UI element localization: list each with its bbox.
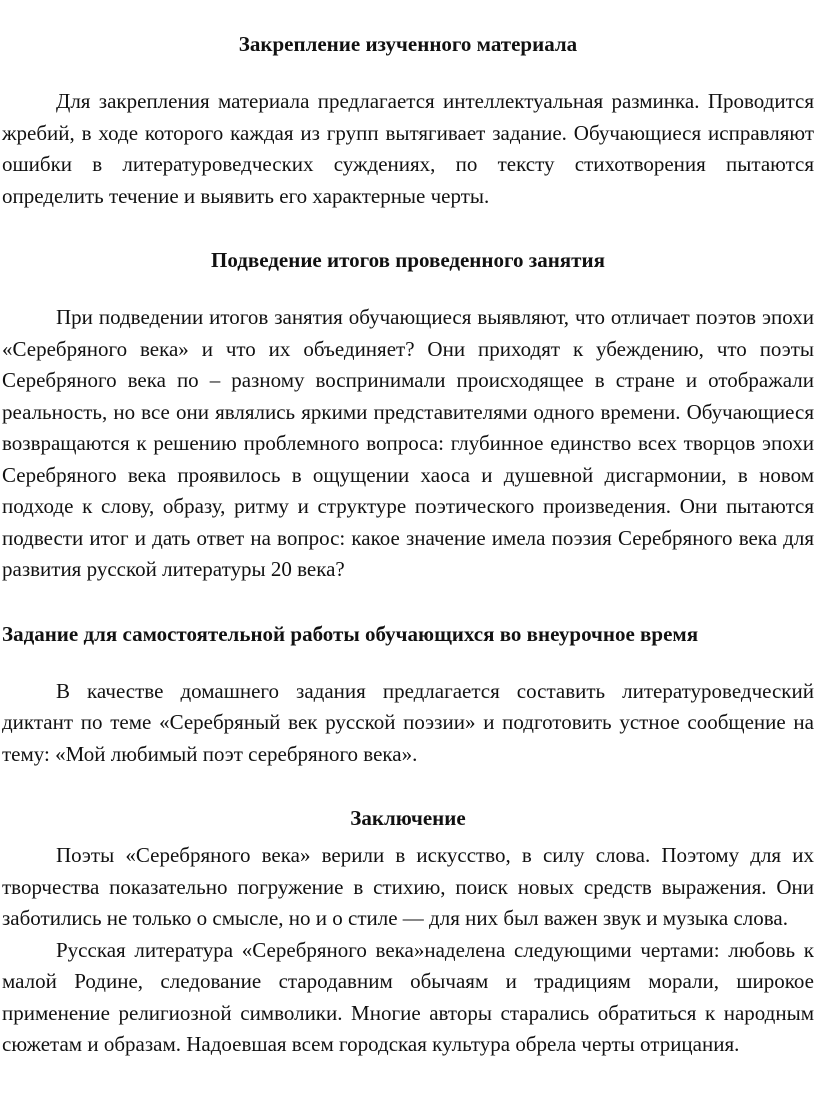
paragraph-conclusion-1: Поэты «Серебряного века» верили в искусство, в силу слова. Поэтому для их творчества показательно погружение в стихию, поиск новых средств выражения. Они заботились не только о смысле, но и о стиле — для них был важен звук и музыка слова. [2,843,814,930]
section-heading-homework: Задание для самостоятельной работы обучающихся во внеурочное время [2,621,699,646]
paragraph-summary: При подведении итогов занятия обучающиеся выявляют, что отличает поэтов эпохи «Серебряного века» и что их объединяет? Они приходят к убеждению, что поэты Серебряного века по – разному воспринимали происходящее в стране и отображали реальность, но все они являлись яркими представителями одного времени. Обучающиеся возвращаются к решению проблемного вопроса: глубинное единство всех творцов эпохи Серебряного века проявилось в ощущении хаоса и душевной дисгармонии, в новом подходе к слову, образу, ритму и структуре поэтического произведения. Они пытаются подвести итог и дать ответ на вопрос: какое значение имела поэзия Серебряного века для развития русской литературы 20 века? [2,305,814,581]
section-heading-consolidation: Закрепление изученного материала [238,32,578,56]
section-heading-summary: Подведение итогов проведенного занятия [211,248,605,272]
paragraph-conclusion-2: Русская литература «Серебряного века»наделена следующими чертами: любовь к малой Родине, следование стародавним обычаям и традициям морали, широкое применение религиозной символики. Многие авторы старались обратиться к народным сюжетам и образам. Надоевшая всем городская культура обрела черты отрицания. [2,937,814,1056]
section-heading-conclusion: Заключение [350,806,466,830]
paragraph-consolidation: Для закрепления материала предлагается интеллектуальная разминка. Проводится жребий, в ходе которого каждая из групп вытягивает задание. Обучающиеся исправляют ошибки в литературоведческих суждениях, по тексту стихотворения пытаются определить течение и выявить его характерные черты. [2,89,814,208]
paragraph-homework: В качестве домашнего задания предлагается составить литературоведческий диктант по теме «Серебряный век русской поэзии» и подготовить устное сообщение на тему: «Мой любимый поэт серебряного века». [2,678,814,766]
